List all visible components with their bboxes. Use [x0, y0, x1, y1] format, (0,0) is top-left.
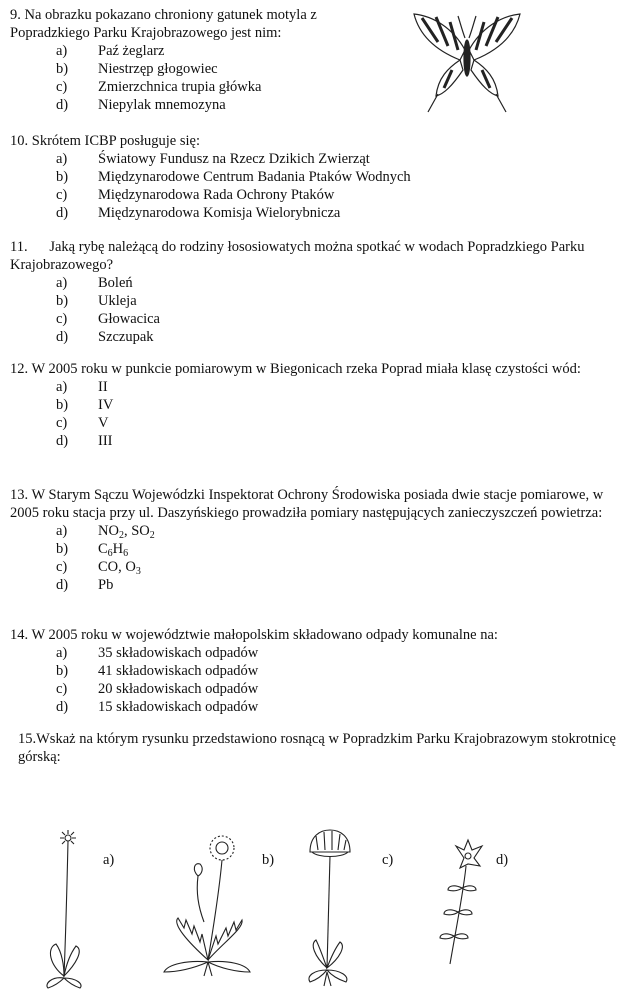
question-10-text: 10. Skrótem ICBP posługuje się: [10, 133, 200, 149]
option-a[interactable]: a) Boleń [56, 275, 133, 291]
option-d[interactable]: d) 15 składowiskach odpadów [56, 699, 259, 715]
option-b[interactable]: b) $C_6H_6$ [56, 541, 129, 559]
option-a[interactable]: a) II [56, 379, 108, 395]
option-a[interactable]: a) $NO_2$, $SO_2$ [56, 523, 155, 541]
figure-a-label: a) [103, 852, 115, 868]
question-13 [10, 486, 632, 594]
daisy-plant-icon[interactable] [40, 826, 90, 992]
question-11-text: 11. Jaką rybę należącą do rodziny łososiowatych można spotkać w wodach Popradzkiego Parku Krajobrazowego? [10, 239, 589, 273]
question-13-text: 13. W Starym Sączu Wojewódzki Inspektorat Ochrony Środowiska posiada dwie stacje pomiarowe, w 2005 roku stacja przy ul. Daszyńskiego prowadziła pomiary następujących zanieczyszczeń powietrza: [10, 487, 604, 521]
option-b[interactable]: b) IV [56, 397, 114, 413]
option-c[interactable]: c) 20 składowiskach odpadów [56, 681, 259, 697]
dandelion-plant-icon[interactable] [158, 832, 256, 978]
option-a[interactable]: a) 35 składowiskach odpadów [56, 645, 259, 661]
option-b[interactable]: b) 41 składowiskach odpadów [56, 663, 259, 679]
option-b[interactable]: b) Ukleja [56, 293, 137, 309]
option-b[interactable]: b) Niestrzęp głogowiec [56, 61, 218, 77]
option-d[interactable]: d) III [56, 433, 113, 449]
question-14 [10, 626, 632, 716]
question-9-options [10, 42, 370, 114]
question-10 [10, 132, 632, 222]
option-d[interactable]: d) Pb [56, 577, 114, 593]
question-15-text: 15.Wskaż na którym rysunku przedstawiono rosnącą w Popradzkim Parku Krajobrazowym stokrotnicę górską: [18, 731, 616, 765]
option-c[interactable]: c) Zmierzchnica trupia główka [56, 79, 262, 95]
question-11-options [10, 274, 632, 346]
figure-c-label: c) [382, 852, 394, 868]
question-14-options [10, 644, 632, 716]
globe-flower-plant-icon[interactable] [298, 826, 362, 988]
option-a[interactable]: a) Światowy Fundusz na Rzecz Dzikich Zwierząt [56, 151, 370, 167]
question-15 [18, 730, 632, 766]
question-13-options [10, 522, 632, 594]
question-12-options [10, 378, 632, 450]
swallowtail-butterfly-icon [408, 8, 526, 120]
question-12 [10, 360, 632, 450]
question-9 [10, 6, 370, 114]
option-d[interactable]: d) Międzynarodowa Komisja Wielorybnicza [56, 205, 341, 221]
option-d[interactable]: d) Niepylak mnemozyna [56, 97, 226, 113]
option-c[interactable]: c) Międzynarodowa Rada Ochrony Ptaków [56, 187, 335, 203]
option-c[interactable]: c) CO, $O_3$ [56, 559, 141, 577]
question-10-options [10, 150, 632, 222]
question-14-text: 14. W 2005 roku w województwie małopolskim składowano odpady komunalne na: [10, 627, 498, 643]
option-a[interactable]: a) Paź żeglarz [56, 43, 165, 59]
question-11 [10, 238, 632, 346]
option-c[interactable]: c) V [56, 415, 109, 431]
option-c[interactable]: c) Głowacica [56, 311, 160, 327]
figure-b-label: b) [262, 852, 275, 868]
option-b[interactable]: b) Międzynarodowe Centrum Badania Ptaków Wodnych [56, 169, 411, 185]
gentian-plant-icon[interactable] [434, 838, 490, 970]
question-9-text: 9. Na obrazku pokazano chroniony gatunek motyla z Popradzkiego Parku Krajobrazowego jest nim: [10, 7, 317, 41]
question-12-text: 12. W 2005 roku w punkcie pomiarowym w Biegonicach rzeka Poprad miała klasę czystości wód: [10, 361, 581, 377]
option-d[interactable]: d) Szczupak [56, 329, 154, 345]
figure-d-label: d) [496, 852, 509, 868]
